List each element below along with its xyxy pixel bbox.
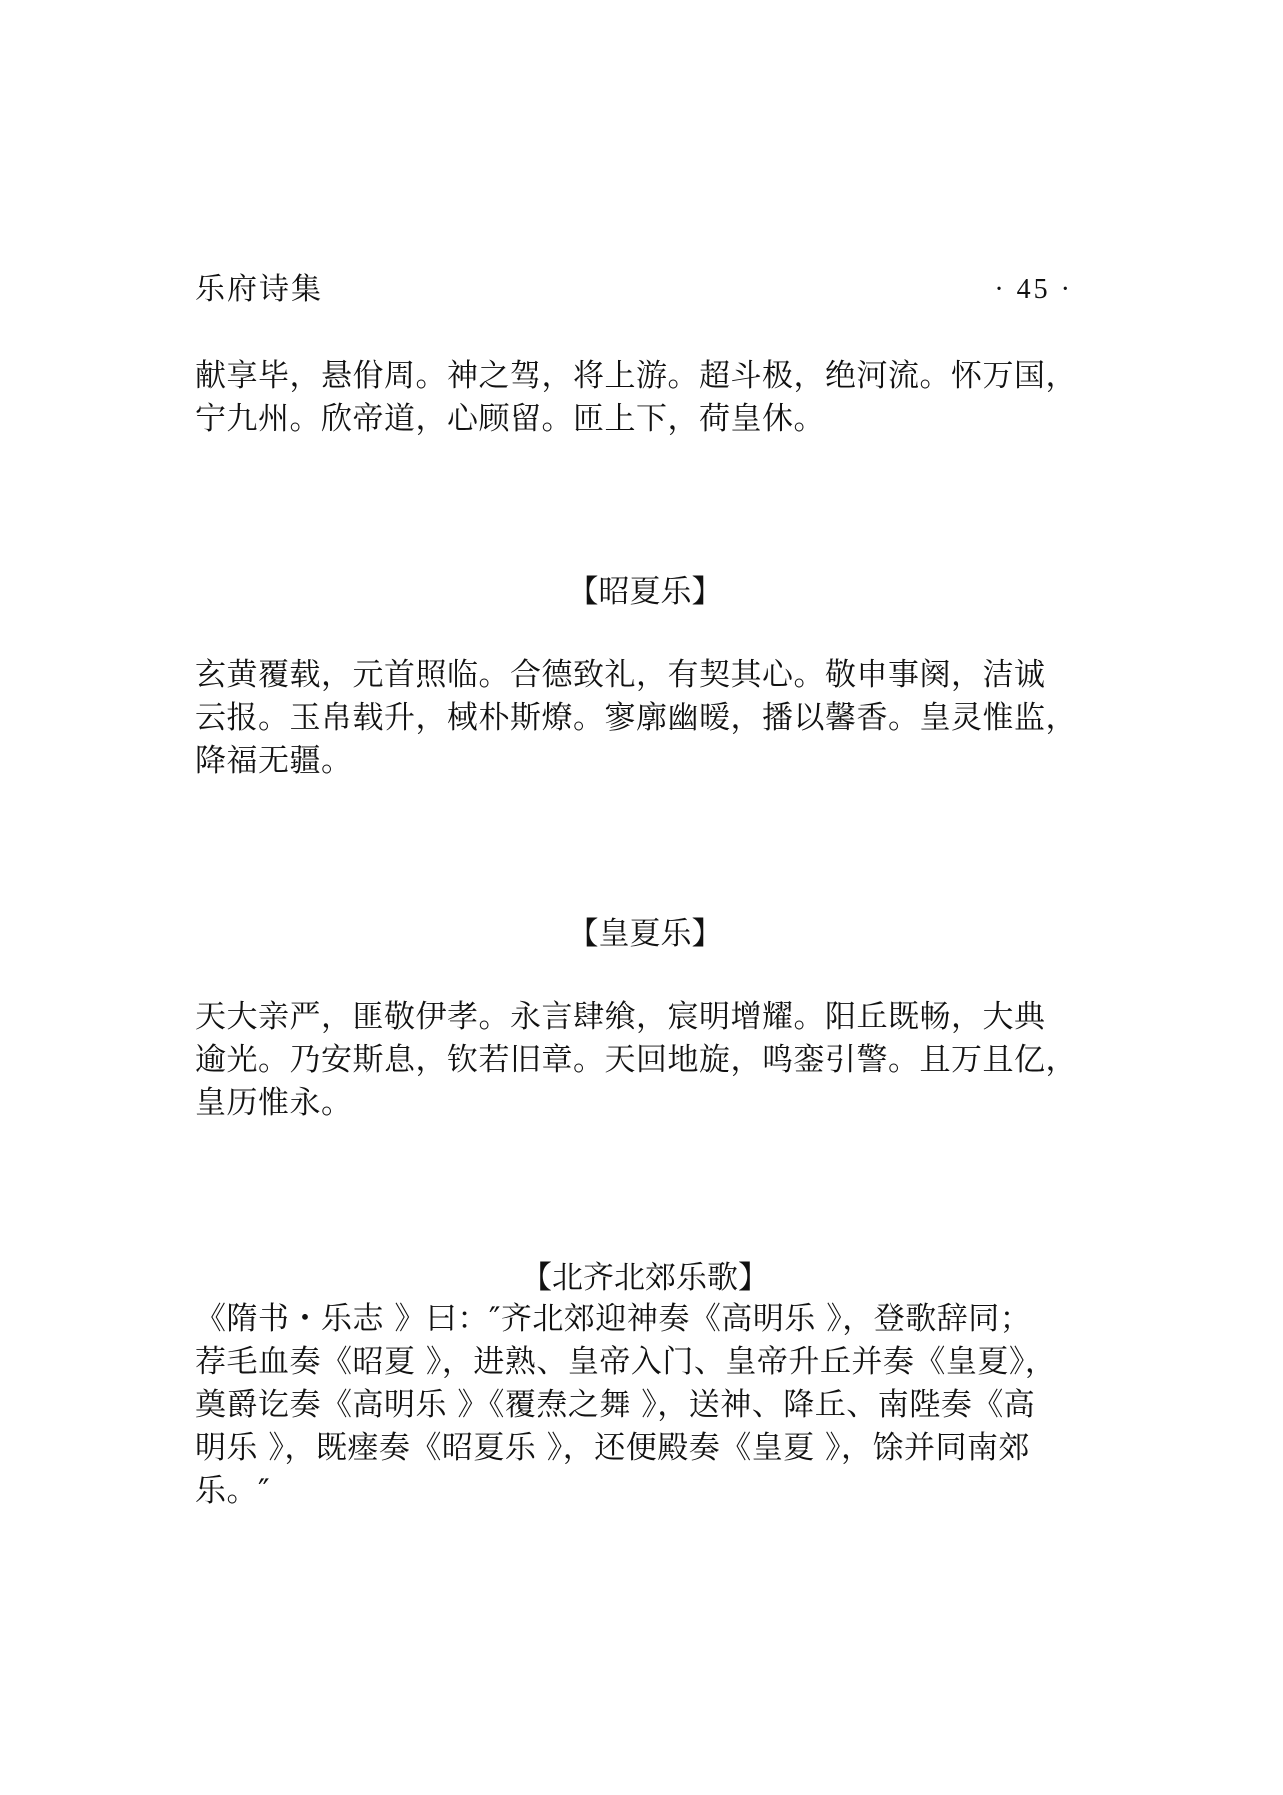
- section-text-beiqi-beijiao: 《隋书・乐志 》曰：″齐北郊迎神奏《高明乐 》，登歌辞同； 荐毛血奏《昭夏 》，进熟、皇帝入门、皇帝升丘并奏《皇夏》， 奠爵讫奏《高明乐 》《覆焘之舞 》，送神、降丘、南陛奏《高 明乐 》，既瘗奏《昭夏乐 》，还便殿奏《皇夏 》，馀并同南郊 乐。″: [195, 1301, 1057, 1509]
- section-title-beiqi-beijiao: 【北齐北郊乐歌】: [521, 1260, 769, 1296]
- intro-paragraph: 献享毕，悬佾周。神之驾，将上游。超斗极，绝河流。怀万国， 宁九州。欣帝道，心顾留。匝上下，荷皇休。: [195, 358, 1077, 437]
- section-text-huangxia: 天大亲严，匪敬伊孝。永言肆飨，宸明增耀。阳丘既畅，大典 逾光。乃安斯息，钦若旧章。天回地旋，鸣銮引警。且万且亿， 皇历惟永。: [195, 999, 1077, 1121]
- page-header: [195, 268, 1073, 312]
- book-title: 乐府诗集: [195, 272, 323, 307]
- page-number: · 45 ·: [994, 274, 1073, 305]
- section-title-zhaoxia: 【昭夏乐】: [567, 574, 723, 610]
- section-title-huangxia: 【皇夏乐】: [567, 916, 723, 952]
- section-text-zhaoxia: 玄黄覆载，元首照临。合德致礼，有契其心。敬申事阕，洁诚 云报。玉帛载升，棫朴斯燎。寥廓幽暧，播以馨香。皇灵惟监， 降福无疆。: [195, 657, 1077, 779]
